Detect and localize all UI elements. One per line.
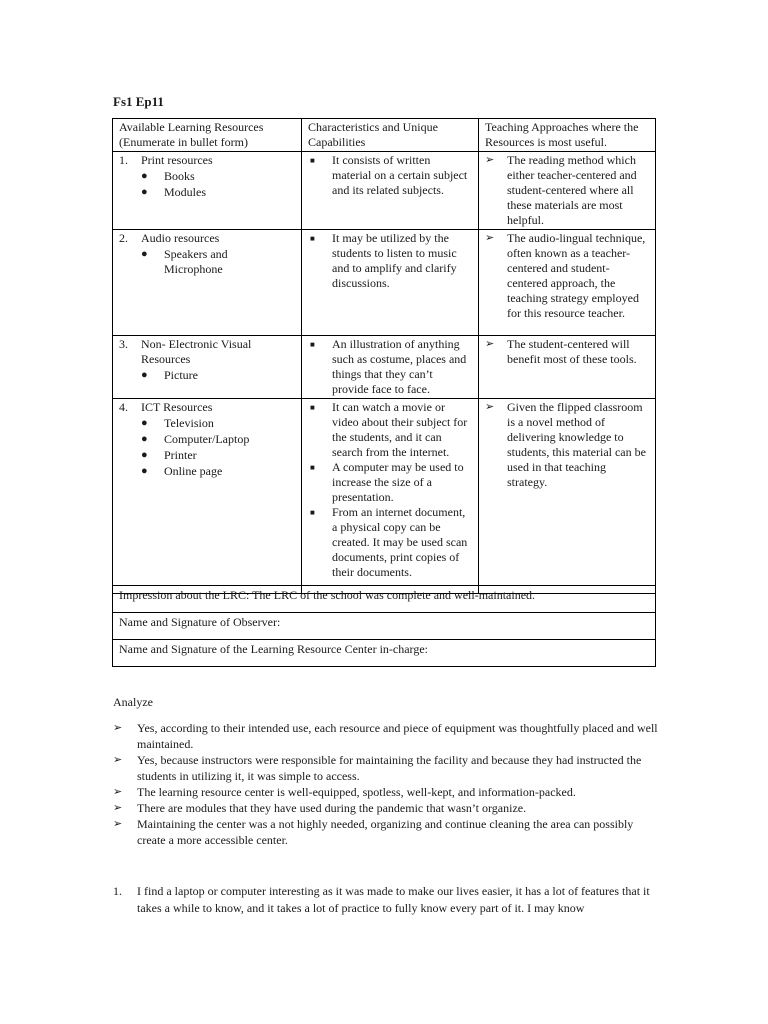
table-header-row <box>113 119 656 152</box>
bullet-icon: ● <box>141 417 148 429</box>
list-item: ➢ The learning resource center is well-equipped, spotless, well-kept, and information-packed. <box>113 785 576 799</box>
list-item: ● Television <box>141 416 214 430</box>
arrow-bullet-icon: ➢ <box>485 401 495 413</box>
observer-signature-field: Name and Signature of Observer: <box>113 613 656 640</box>
square-bullet-icon: ■ <box>310 463 315 472</box>
arrow-bullet-icon: ➢ <box>113 722 123 734</box>
row-number: 1. <box>119 153 128 167</box>
bullet-icon: ● <box>141 170 148 182</box>
square-bullet-icon: ■ <box>310 508 315 517</box>
impression-field: Impression about the LRC: The LRC of the school was complete and well-maintained. <box>113 586 656 613</box>
analyze-list <box>113 720 658 848</box>
list-item: ● Picture <box>141 368 198 382</box>
table-row <box>113 399 656 594</box>
header-resources: Available Learning Resources (Enumerate in bullet form) <box>113 119 302 152</box>
list-item: ● Computer/Laptop <box>141 432 250 446</box>
table-row <box>113 336 656 399</box>
bullet-icon: ● <box>141 449 148 461</box>
approach-cell: ➢ The audio-lingual technique, often known as a teacher-centered and student-centered approach, the teaching strategy employed for this resource teacher. <box>479 230 656 336</box>
table-row <box>113 230 656 336</box>
row-number: 3. <box>119 337 128 351</box>
list-item: ● Online page <box>141 464 223 478</box>
list-item: ■ A computer may be used to increase the size of a presentation. <box>310 460 464 504</box>
bullet-icon: ● <box>141 248 148 260</box>
resource-title: Print resources <box>141 153 213 167</box>
arrow-bullet-icon: ➢ <box>485 154 495 166</box>
row-number: 2. <box>119 231 128 245</box>
square-bullet-icon: ■ <box>310 403 315 412</box>
incharge-signature-field: Name and Signature of the Learning Resource Center in-charge: <box>113 640 656 667</box>
bullet-icon: ● <box>141 369 148 381</box>
resource-cell <box>113 230 302 336</box>
resource-cell <box>113 152 302 230</box>
characteristics-cell <box>302 230 479 336</box>
arrow-bullet-icon: ➢ <box>113 786 123 798</box>
table-row <box>113 152 656 230</box>
arrow-bullet-icon: ➢ <box>485 232 495 244</box>
list-item: ➢ Yes, because instructors were responsible for maintaining the facility and because they had instructed the students in utilizing it, it was simple to access. <box>113 753 642 783</box>
document-title: Fs1 Ep11 <box>113 94 164 109</box>
list-item: ■ From an internet document, a physical copy can be created. It may be used scan documents, print copies of their documents. <box>310 505 468 579</box>
resource-title: Non- Electronic Visual Resources <box>141 337 252 366</box>
approach-cell: ➢ The reading method which either teacher-centered and student-centered where all these materials are most helpful. <box>479 152 656 230</box>
bullet-icon: ● <box>141 433 148 445</box>
arrow-bullet-icon: ➢ <box>113 802 123 814</box>
arrow-bullet-icon: ➢ <box>485 338 495 350</box>
arrow-bullet-icon: ➢ <box>113 818 123 830</box>
characteristics-cell <box>302 399 479 594</box>
approach-cell: ➢ Given the flipped classroom is a novel method of delivering knowledge to students, this material can be used in that teaching strategy. <box>479 399 656 594</box>
bullet-icon: ● <box>141 465 148 477</box>
analyze-heading: Analyze <box>113 695 153 709</box>
list-item: ➢ Yes, according to their intended use, each resource and piece of equipment was thoughtfully placed and well maintained. <box>113 721 658 751</box>
approach-cell: ➢ The student-centered will benefit most of these tools. <box>479 336 656 399</box>
list-item: ■ It may be utilized by the students to listen to music and to amplify and clarify discussions. <box>310 231 457 290</box>
observation-footer-table <box>112 585 656 667</box>
characteristics-cell <box>302 336 479 399</box>
arrow-bullet-icon: ➢ <box>113 754 123 766</box>
paragraph-number: 1. <box>113 884 122 898</box>
square-bullet-icon: ■ <box>310 234 315 243</box>
resource-cell <box>113 399 302 594</box>
bullet-icon: ● <box>141 186 148 198</box>
square-bullet-icon: ■ <box>310 340 315 349</box>
list-item: ● Books <box>141 169 195 183</box>
learning-resources-table <box>112 118 656 594</box>
header-characteristics: Characteristics and Unique Capabilities <box>302 119 479 152</box>
list-item: ● Printer <box>141 448 197 462</box>
list-item: ■ An illustration of anything such as costume, places and things that they can’t provide face to face. <box>310 337 467 396</box>
list-item: ➢ There are modules that they have used during the pandemic that wasn’t organize. <box>113 801 527 815</box>
list-item: ● Speakers and Microphone <box>141 247 228 276</box>
characteristics-cell <box>302 152 479 230</box>
square-bullet-icon: ■ <box>310 156 315 165</box>
numbered-paragraph <box>113 883 658 917</box>
header-approaches: Teaching Approaches where the Resources is most useful. <box>479 119 656 152</box>
row-number: 4. <box>119 400 128 414</box>
resource-title: Audio resources <box>141 231 220 245</box>
list-item: ➢ Maintaining the center was a not highly needed, organizing and continue cleaning the area can possibly create a more accessible center. <box>113 817 634 847</box>
resource-cell <box>113 336 302 399</box>
paragraph-text: I find a laptop or computer interesting as it was made to make our lives easier, it has a lot of features that it takes a while to know, and it takes a lot of practice to fully know every part of it. I may know <box>137 884 650 915</box>
list-item: ● Modules <box>141 185 206 199</box>
resource-title: ICT Resources <box>141 400 213 414</box>
list-item: ■ It can watch a movie or video about their subject for the students, and it can search from the internet. <box>310 400 468 459</box>
list-item: ■ It consists of written material on a certain subject and its related subjects. <box>310 153 468 197</box>
